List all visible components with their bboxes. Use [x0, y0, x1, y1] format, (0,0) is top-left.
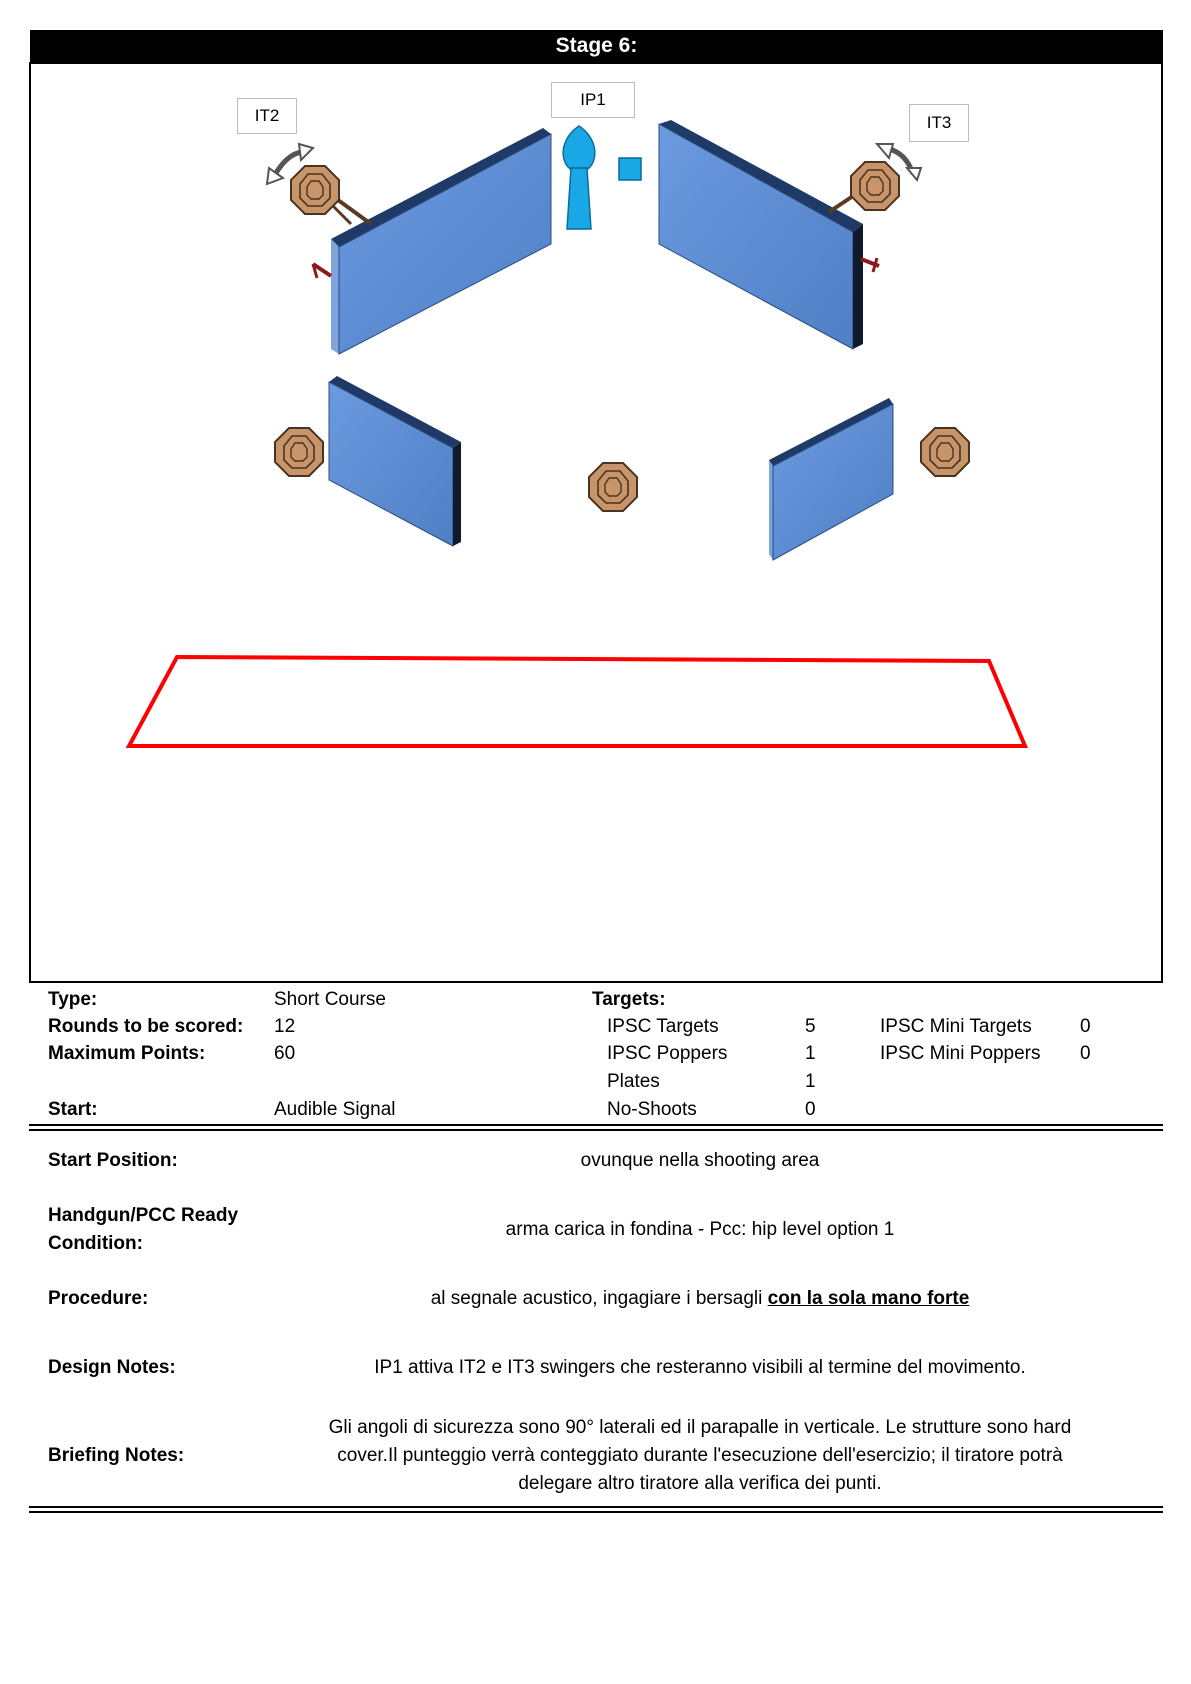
type-value: Short Course — [274, 989, 386, 1010]
start-position-label: Start Position: — [48, 1150, 178, 1171]
divider — [29, 1506, 1163, 1508]
points-value: 60 — [274, 1043, 296, 1064]
stage-diagram-svg — [31, 64, 1161, 981]
procedure-emphasis: con la sola mano forte — [767, 1288, 970, 1309]
ipsc-target-icon — [275, 428, 323, 476]
plate-icon — [619, 158, 641, 180]
design-notes-label: Design Notes: — [48, 1357, 176, 1378]
target-count: 5 — [805, 1016, 816, 1037]
divider — [29, 1129, 1163, 1131]
points-label: Maximum Points: — [48, 1043, 206, 1064]
rounds-value: 12 — [274, 1016, 296, 1037]
ready-condition-value: arma carica in fondina - Pcc: hip level option 1 — [505, 1219, 895, 1240]
mini-target-name: IPSC Mini Poppers — [880, 1043, 1041, 1064]
ready-condition-label-line2: Condition: — [48, 1233, 143, 1254]
mini-target-count: 0 — [1080, 1043, 1091, 1064]
design-notes-value: IP1 attiva IT2 e IT3 swingers che resteranno visibili al termine del movimento. — [374, 1357, 1026, 1378]
rounds-label: Rounds to be scored: — [48, 1016, 244, 1037]
ipsc-target-icon — [291, 166, 339, 214]
popper-icon — [563, 126, 595, 229]
target-count: 1 — [805, 1071, 816, 1092]
briefing-notes-line3: delegare altro tiratore alla verifica dei punti. — [518, 1473, 882, 1494]
briefing-notes-line2: cover.Il punteggio verrà conteggiato durante l'esecuzione dell'esercizio; il tiratore potrà — [337, 1445, 1063, 1466]
mini-target-count: 0 — [1080, 1016, 1091, 1037]
procedure-text: al segnale acustico, ingagiare i bersagli — [430, 1288, 768, 1309]
divider — [29, 1124, 1163, 1126]
stage-title: Stage 6: — [30, 30, 1163, 62]
target-count: 1 — [805, 1043, 816, 1064]
procedure-value — [300, 1285, 1100, 1313]
procedure-label: Procedure: — [48, 1288, 149, 1309]
target-name: IPSC Targets — [607, 1016, 719, 1037]
briefing-notes-label: Briefing Notes: — [48, 1445, 185, 1466]
stage-diagram — [29, 62, 1163, 983]
ip1-label: IP1 — [551, 82, 635, 118]
target-name: IPSC Poppers — [607, 1043, 728, 1064]
target-name: No-Shoots — [607, 1099, 697, 1120]
ipsc-target-icon — [589, 463, 637, 511]
target-count: 0 — [805, 1099, 816, 1120]
wall-back-right — [659, 120, 863, 349]
type-label: Type: — [48, 989, 98, 1010]
ipsc-target-icon — [921, 428, 969, 476]
briefing-notes-line1: Gli angoli di sicurezza sono 90° laterali ed il parapalle in verticale. Le strutture sono hard — [328, 1417, 1072, 1438]
wall-back-left — [331, 128, 551, 354]
target-name: Plates — [607, 1071, 660, 1092]
wall-front-left — [329, 376, 461, 546]
start-label: Start: — [48, 1099, 98, 1120]
start-position-value: ovunque nella shooting area — [580, 1150, 820, 1171]
mini-target-name: IPSC Mini Targets — [880, 1016, 1032, 1037]
divider — [29, 1511, 1163, 1513]
it3-label: IT3 — [909, 104, 969, 142]
shooting-area-fault-line — [129, 657, 1025, 746]
it2-label: IT2 — [237, 98, 297, 134]
ready-condition-label-line1: Handgun/PCC Ready — [48, 1205, 239, 1226]
targets-label: Targets: — [592, 989, 666, 1010]
ipsc-target-icon — [851, 162, 899, 210]
start-value: Audible Signal — [274, 1099, 396, 1120]
wall-front-right — [769, 398, 893, 560]
